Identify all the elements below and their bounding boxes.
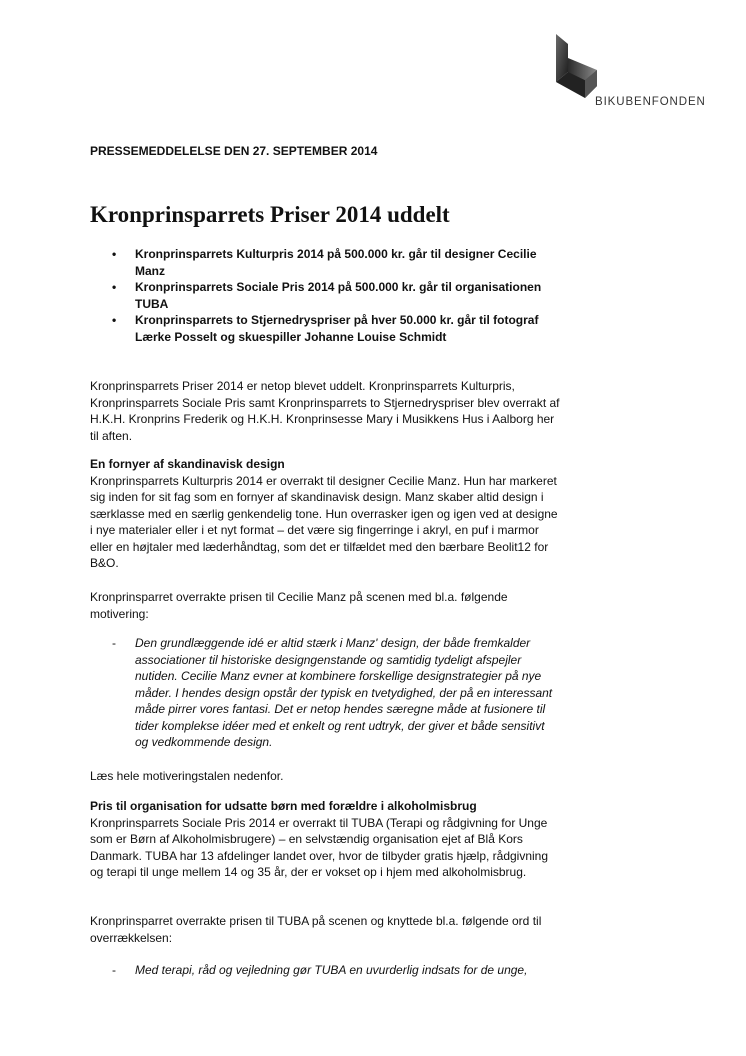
section-lead-in: Kronprinsparret overrakte prisen til Cecilie Manz på scenen med bl.a. følgende motivering:	[90, 590, 508, 621]
quote-block	[90, 962, 560, 979]
list-item: • Kronprinsparrets to Stjernedryspriser på hver 50.000 kr. går til fotograf Lærke Posselt og skuespiller Johanne Louise Schmidt	[90, 312, 550, 345]
section-text: Kronprinsparrets Sociale Pris 2014 er overrakt til TUBA (Terapi og rådgivning for Unge som er Børn af Alkoholmisbrugere) – en selvstændig organisation ejet af Blå Kors Danmark. TUBA har 13 afdelinger landet over, hvor de tilbyder gratis hjælp, rådgivning og terapi til unge mellem 14 og 35 år, der er vokset op i hjem med alkoholmisbrug.	[90, 815, 549, 879]
quote-dash: -	[112, 636, 116, 650]
section-heading: En fornyer af skandinavisk design	[90, 457, 285, 471]
section-text: Kronprinsparrets Kulturpris 2014 er overrakt til designer Cecilie Manz. Hun har markeret sig inden for sit fag som en fornyer af skandinavisk design. Manz skaber altid design i særklasse med en særlig genkendelig tone. Hun overrasker igen og igen ved at designe i nye materialer eller i et nyt format – det være sig fingerringe i akryl, en puf i marmor eller en højtaler med læderhåndtag, som det er tilfældet med den bærbare Beolit12 for B&O.	[90, 473, 558, 570]
quote-block	[90, 635, 560, 751]
bikubenfonden-b-icon	[553, 34, 603, 100]
press-release-date: PRESSEMEDDELELSE DEN 27. SEPTEMBER 2014	[90, 144, 378, 158]
quote-text: Den grundlæggende idé er altid stærk i Manz' design, der både fremkalder associationer til historiske designgenstande og samtidig tydeligt afspejler nutiden. Cecilie Manz evner at kombinere forskellige designstrategier på nye måder. I hendes design opstår der typisk en tvetydighed, der på en interessant måde pirrer vores fantasi. Det er netop hendes særegne måde at fusionere til tider komplekse idéer med et enkelt og rent udtryk, der giver et både sensitivt og vedkommende design.	[135, 636, 553, 749]
list-item: • Kronprinsparrets Kulturpris 2014 på 500.000 kr. går til designer Cecilie Manz	[90, 246, 550, 279]
intro-paragraph: Kronprinsparrets Priser 2014 er netop blevet uddelt. Kronprinsparrets Kulturpris, Kronprinsparrets Sociale Pris samt Kronprinsparrets to Stjernedryspriser blev overrakt af H.K.H. Kronprins Frederik og H.K.H. Kronprinsesse Mary i Musikkens Hus i Aalborg her til aften.	[90, 379, 560, 443]
quote-dash: -	[112, 963, 116, 977]
section-social	[90, 798, 560, 881]
bikubenfonden-logo	[553, 34, 713, 114]
page-title: Kronprinsparrets Priser 2014 uddelt	[90, 202, 450, 227]
section-lead-in: Kronprinsparret overrakte prisen til TUBA på scenen og knyttede bl.a. følgende ord til overrækkelsen:	[90, 914, 542, 945]
brand-name: BIKUBENFONDEN	[595, 96, 706, 108]
highlights-list	[90, 246, 550, 345]
section-heading: Pris til organisation for udsatte børn med forældre i alkoholmisbrug	[90, 799, 477, 813]
list-item: • Kronprinsparrets Sociale Pris 2014 på 500.000 kr. går til organisationen TUBA	[90, 279, 550, 312]
read-more-text: Læs hele motiveringstalen nedenfor.	[90, 769, 284, 783]
section-culture	[90, 456, 560, 572]
quote-text: Med terapi, råd og vejledning gør TUBA en uvurderlig indsats for de unge,	[135, 963, 528, 977]
